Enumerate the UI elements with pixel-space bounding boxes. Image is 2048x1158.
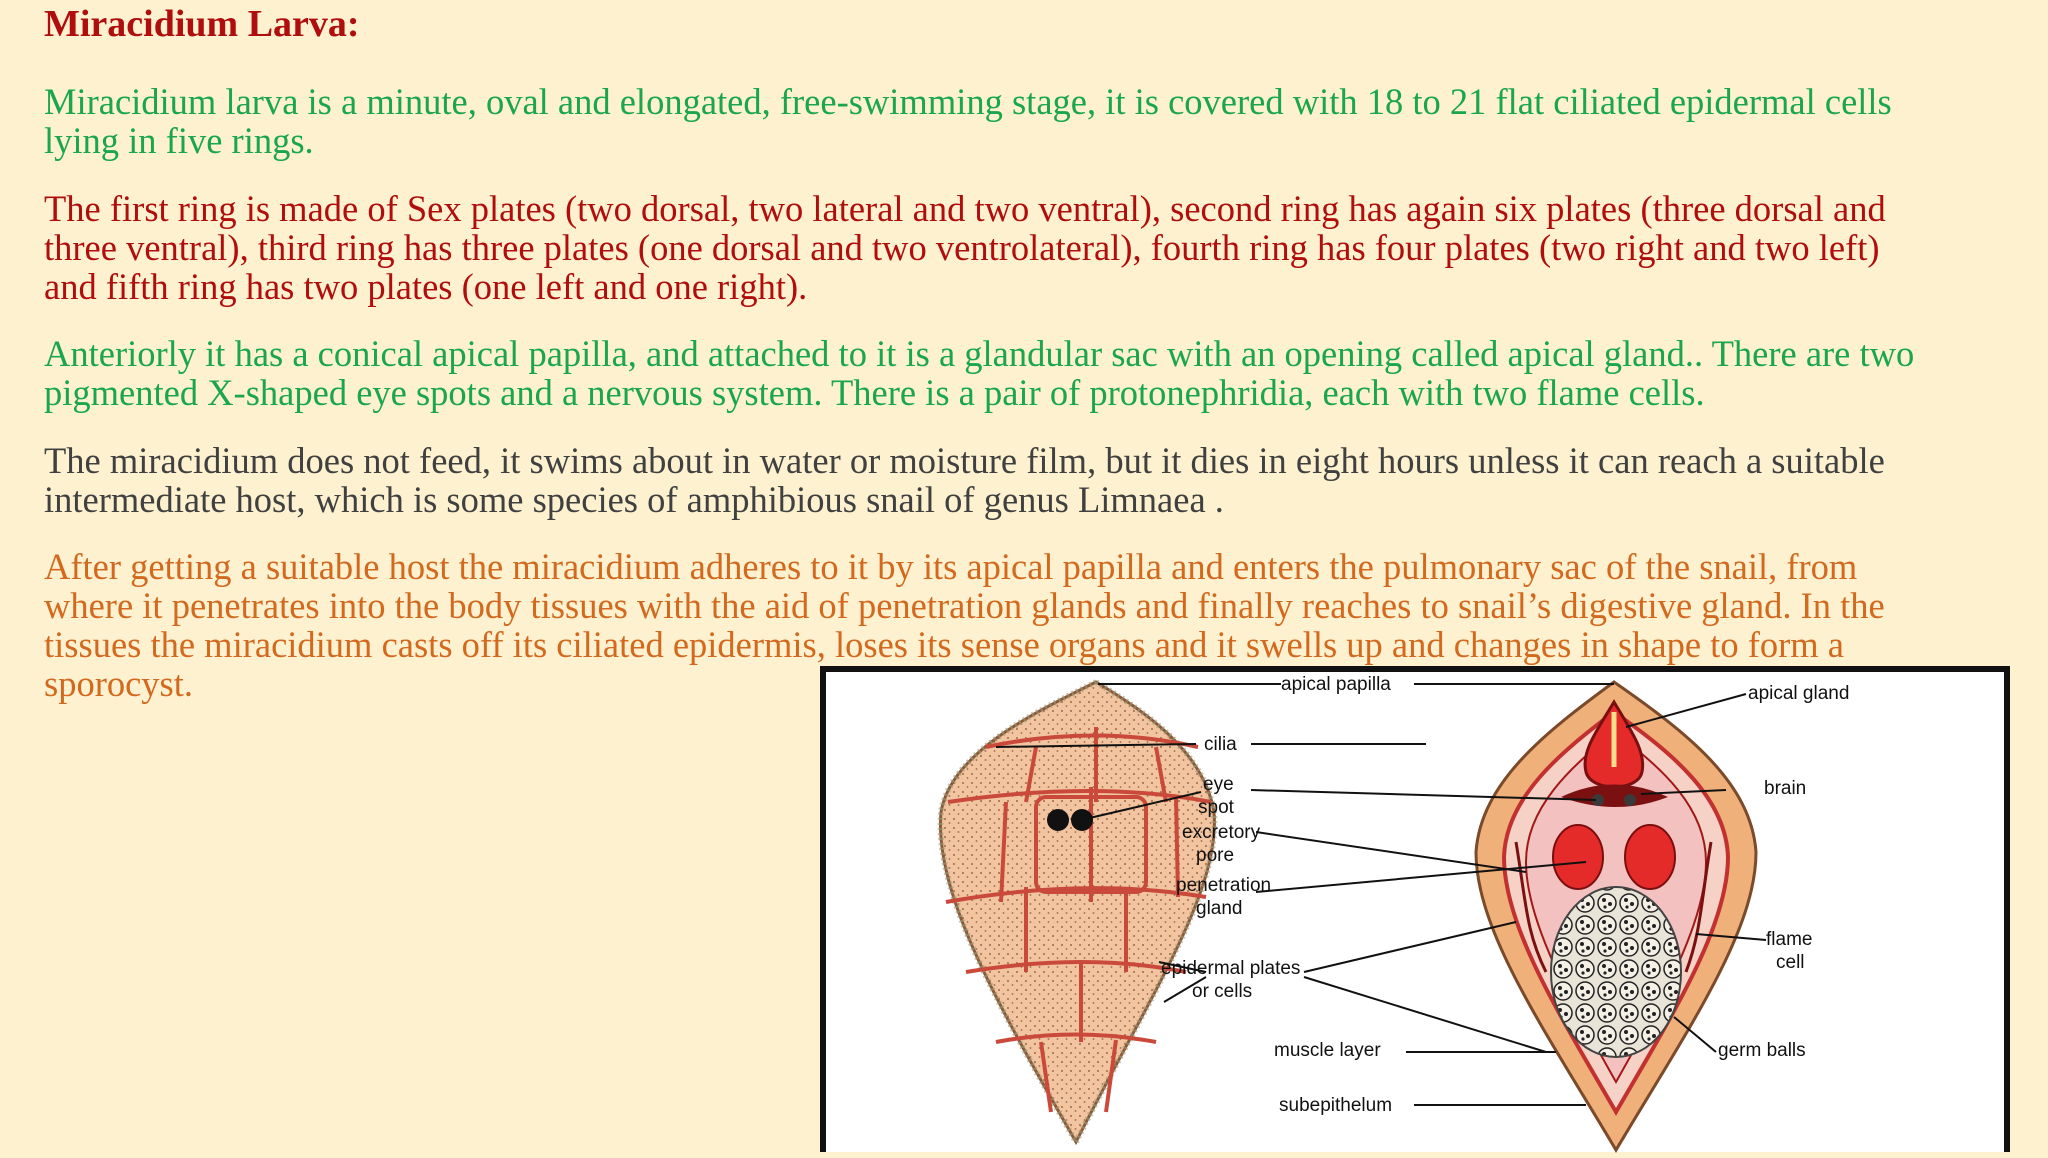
label-cell: cell bbox=[1776, 952, 1805, 973]
label-apical-papilla: apical papilla bbox=[1281, 674, 1391, 695]
miracidium-diagram bbox=[820, 666, 2010, 1152]
external-view-larva bbox=[940, 682, 1214, 1142]
label-apical-gland: apical gland bbox=[1748, 683, 1850, 704]
paragraph-description: Miracidium larva is a minute, oval and elongated, free-swimming stage, it is covered with 18 to 21 flat ciliated epidermal cells lying in five rings. bbox=[44, 81, 1892, 161]
label-excretory: excretory bbox=[1182, 822, 1261, 843]
label-subepithelum: subepithelum bbox=[1279, 1095, 1393, 1116]
label-flame: flame bbox=[1766, 929, 1813, 950]
paragraph-sporocyst: After getting a suitable host the miracidium adheres to it by its apical papilla and enters the pulmonary sac of the snail, from where it penetrates into the body tissues with the aid of penetration glands and finally reaches to snail’s digestive gland. In the tissues the miracidium casts off its ciliated epidermis, loses its sense organs and it swells up and changes in shape to form a sporocyst. bbox=[44, 546, 1885, 704]
paragraph-rings: The first ring is made of Sex plates (two dorsal, two lateral and two ventral), second ring has again six plates (three dorsal and three ventral), third ring has three plates (one dorsal and two ventrolateral), fourth ring has four plates (two right and two left) and fifth ring has two plates (one left and one right). bbox=[44, 188, 1886, 307]
label-epidermal-plates: epidermal plates bbox=[1161, 958, 1301, 979]
label-muscle-layer: muscle layer bbox=[1274, 1040, 1381, 1061]
label-germ-balls: germ balls bbox=[1718, 1040, 1806, 1061]
diagram-svg bbox=[826, 672, 2004, 1158]
slide-title: Miracidium Larva: bbox=[44, 3, 360, 45]
label-cilia: cilia bbox=[1204, 734, 1237, 755]
label-or-cells: or cells bbox=[1192, 981, 1253, 1002]
label-gland: gland bbox=[1196, 898, 1243, 919]
paragraph-anatomy: Anteriorly it has a conical apical papilla, and attached to it is a glandular sac with an opening called apical gland.. There are two pigmented X-shaped eye spots and a nervous system. There is a pair of protonephridia, each with two flame cells. bbox=[44, 333, 1915, 413]
label-penetration: penetration bbox=[1176, 875, 1272, 896]
paragraph-host: The miracidium does not feed, it swims about in water or moisture film, but it dies in eight hours unless it can reach a suitable intermediate host, which is some species of amphibious snail of genus Limnaea . bbox=[44, 440, 1885, 520]
label-spot: spot bbox=[1198, 797, 1234, 818]
label-eye: eye bbox=[1203, 774, 1234, 795]
internal-view-larva bbox=[1476, 682, 1756, 1150]
label-pore: pore bbox=[1196, 845, 1235, 866]
label-brain: brain bbox=[1764, 778, 1807, 799]
